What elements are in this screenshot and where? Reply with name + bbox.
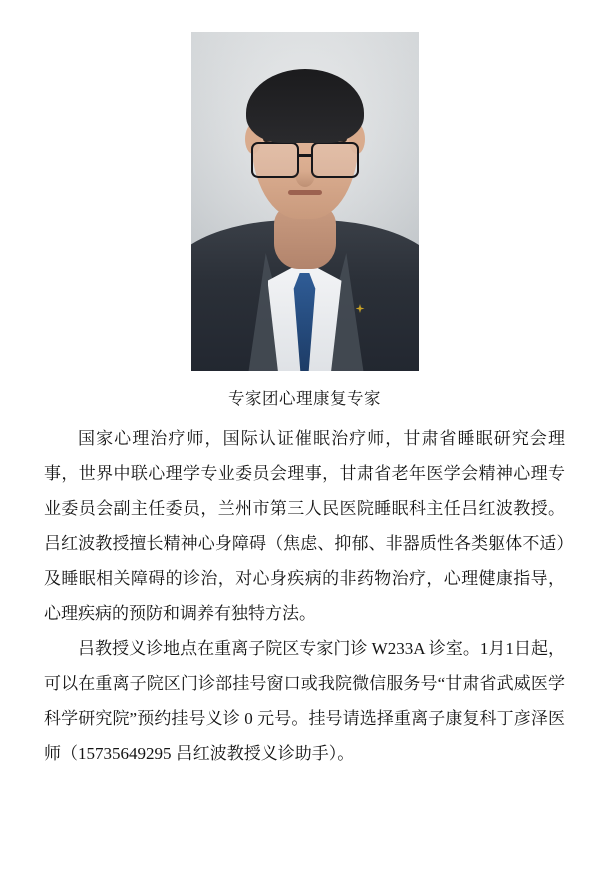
nose xyxy=(295,161,315,187)
portrait-container xyxy=(44,32,565,371)
lens-right xyxy=(311,142,359,178)
glasses-bridge xyxy=(297,154,313,157)
portrait-caption: 专家团心理康复专家 xyxy=(228,389,381,408)
article-body xyxy=(44,421,565,771)
lens-left xyxy=(251,142,299,178)
mouth xyxy=(288,190,322,195)
paragraph: 国家心理治疗师，国际认证催眠治疗师，甘肃省睡眠研究会理事，世界中联心理学专业委员会理事，甘肃省老年医学会精神心理专业委员会副主任委员，兰州市第三人民医院睡眠科主任吕红波教授。吕红波教授擅长精神心身障碍（焦虑、抑郁、非器质性各类躯体不适）及睡眠相关障碍的诊治，对心身疾病的非药物治疗，心理健康指导，心理疾病的预防和调养有独特方法。 xyxy=(44,429,565,623)
paragraph: 吕教授义诊地点在重离子院区专家门诊 W233A 诊室。1月1日起，可以在重离子院区门诊部挂号窗口或我院微信服务号“甘肃省武威医学科学研究院”预约挂号义诊 0 元号。挂号请选择重离子康复科丁彦泽医师（15735649295 吕红波教授义诊助手）。 xyxy=(44,639,565,763)
portrait-photo xyxy=(191,32,419,371)
